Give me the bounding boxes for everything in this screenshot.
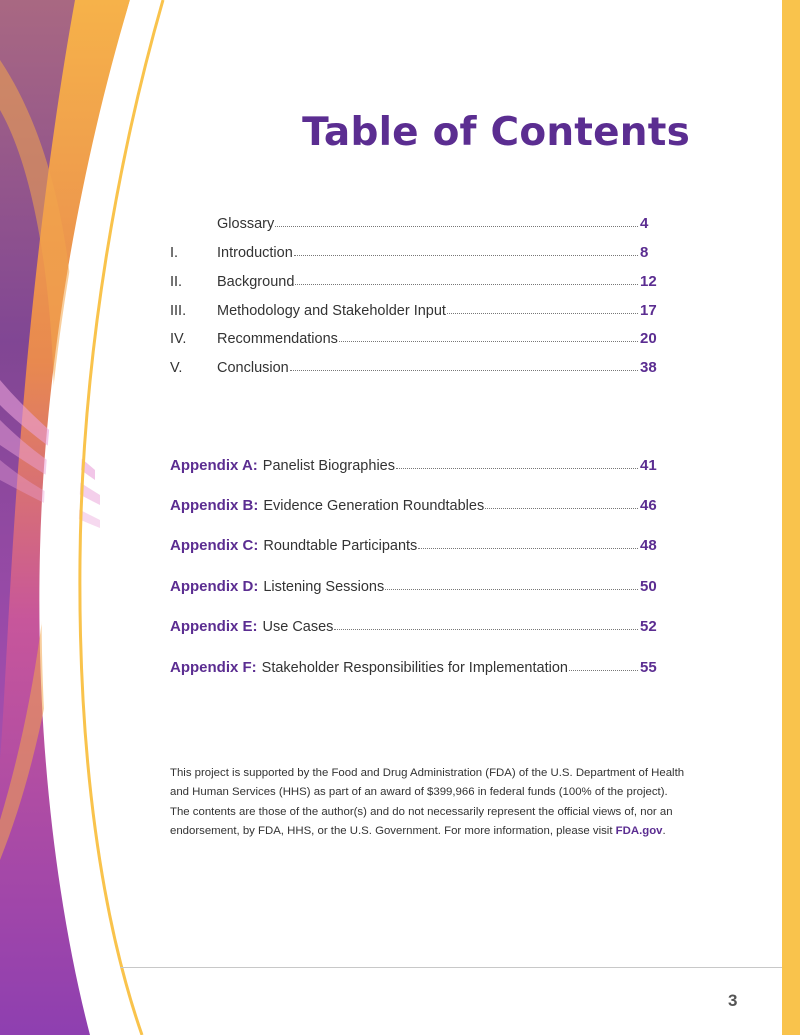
toc-label: Background <box>217 274 295 290</box>
dot-leader <box>275 226 638 227</box>
appendix-key: Appendix F: <box>170 659 257 676</box>
dot-leader <box>294 255 638 256</box>
toc-page-number: 17 <box>640 302 657 319</box>
appendix-key: Appendix A: <box>170 457 258 474</box>
toc-page-number: 8 <box>640 244 649 261</box>
appendix-label: Roundtable Participants <box>263 538 418 554</box>
appendix-label: Use Cases <box>262 619 334 635</box>
dot-leader <box>418 548 638 549</box>
toc-entry-recommendations[interactable] <box>170 325 660 347</box>
appendix-key: Appendix E: <box>170 618 258 635</box>
appendix-page-number: 48 <box>640 537 657 554</box>
toc-entry-background[interactable] <box>170 268 660 290</box>
toc-entry-glossary[interactable] <box>170 210 660 232</box>
appendix-label: Panelist Biographies <box>262 458 395 474</box>
toc-label: Methodology and Stakeholder Input <box>217 303 446 319</box>
disclaimer-end: . <box>662 824 666 837</box>
toc-label: Introduction <box>217 245 293 261</box>
appendix-page-number: 46 <box>640 497 657 514</box>
appendix-page-number: 52 <box>640 618 657 635</box>
appendix-entry-a[interactable] <box>170 452 660 474</box>
page-title: Table of Contents <box>302 110 690 155</box>
appendix-entry-d[interactable] <box>170 573 660 595</box>
appendix-entry-f[interactable] <box>170 654 660 676</box>
dot-leader <box>290 370 638 371</box>
dot-leader <box>385 589 638 590</box>
footer-divider <box>120 967 782 968</box>
toc-page-number: 38 <box>640 359 657 376</box>
appendix-key: Appendix B: <box>170 497 259 514</box>
toc-page-number: 20 <box>640 330 657 347</box>
fda-gov-link[interactable]: FDA.gov <box>615 824 663 837</box>
appendix-page-number: 41 <box>640 457 657 474</box>
toc-entry-conclusion[interactable] <box>170 354 660 376</box>
appendix-page-number: 50 <box>640 578 657 595</box>
toc-page-number: 4 <box>640 215 649 232</box>
toc-entry-methodology[interactable] <box>170 297 660 319</box>
disclaimer-text: This project is supported by the Food and Drug Administration (FDA) of the U.S. Department of Health and Human Services (HHS) as part of an award of $399,966 in federal funds (100% of the project). The contents are those of the author(s) and do not necessarily represent the official views of, nor an endorsement, by FDA, HHS, or the U.S. Government. For more information, please visit <box>170 767 685 837</box>
toc-label: Glossary <box>217 216 275 232</box>
toc-number: II. <box>170 274 183 290</box>
appendix-key: Appendix D: <box>170 578 259 595</box>
funding-disclaimer <box>170 764 690 841</box>
appendix-label: Listening Sessions <box>263 579 385 595</box>
dot-leader <box>295 284 638 285</box>
dot-leader <box>334 629 638 630</box>
appendix-entry-e[interactable] <box>170 613 660 635</box>
toc-label: Conclusion <box>217 360 289 376</box>
dot-leader <box>447 313 638 314</box>
dot-leader <box>485 508 638 509</box>
toc-entry-introduction[interactable] <box>170 239 660 261</box>
appendix-page-number: 55 <box>640 659 657 676</box>
toc-number: III. <box>170 303 187 319</box>
toc-number: I. <box>170 245 179 261</box>
dot-leader <box>339 341 638 342</box>
page-number: 3 <box>728 991 738 1010</box>
appendix-label: Evidence Generation Roundtables <box>263 498 485 514</box>
appendix-entry-c[interactable] <box>170 532 660 554</box>
toc-number: IV. <box>170 331 187 347</box>
appendix-label: Stakeholder Responsibilities for Implementation <box>261 660 568 676</box>
dot-leader <box>569 670 638 671</box>
toc-number: V. <box>170 360 183 376</box>
appendix-entry-b[interactable] <box>170 492 660 514</box>
appendix-key: Appendix C: <box>170 537 259 554</box>
toc-label: Recommendations <box>217 331 338 347</box>
dot-leader <box>396 468 638 469</box>
toc-page-number: 12 <box>640 273 657 290</box>
